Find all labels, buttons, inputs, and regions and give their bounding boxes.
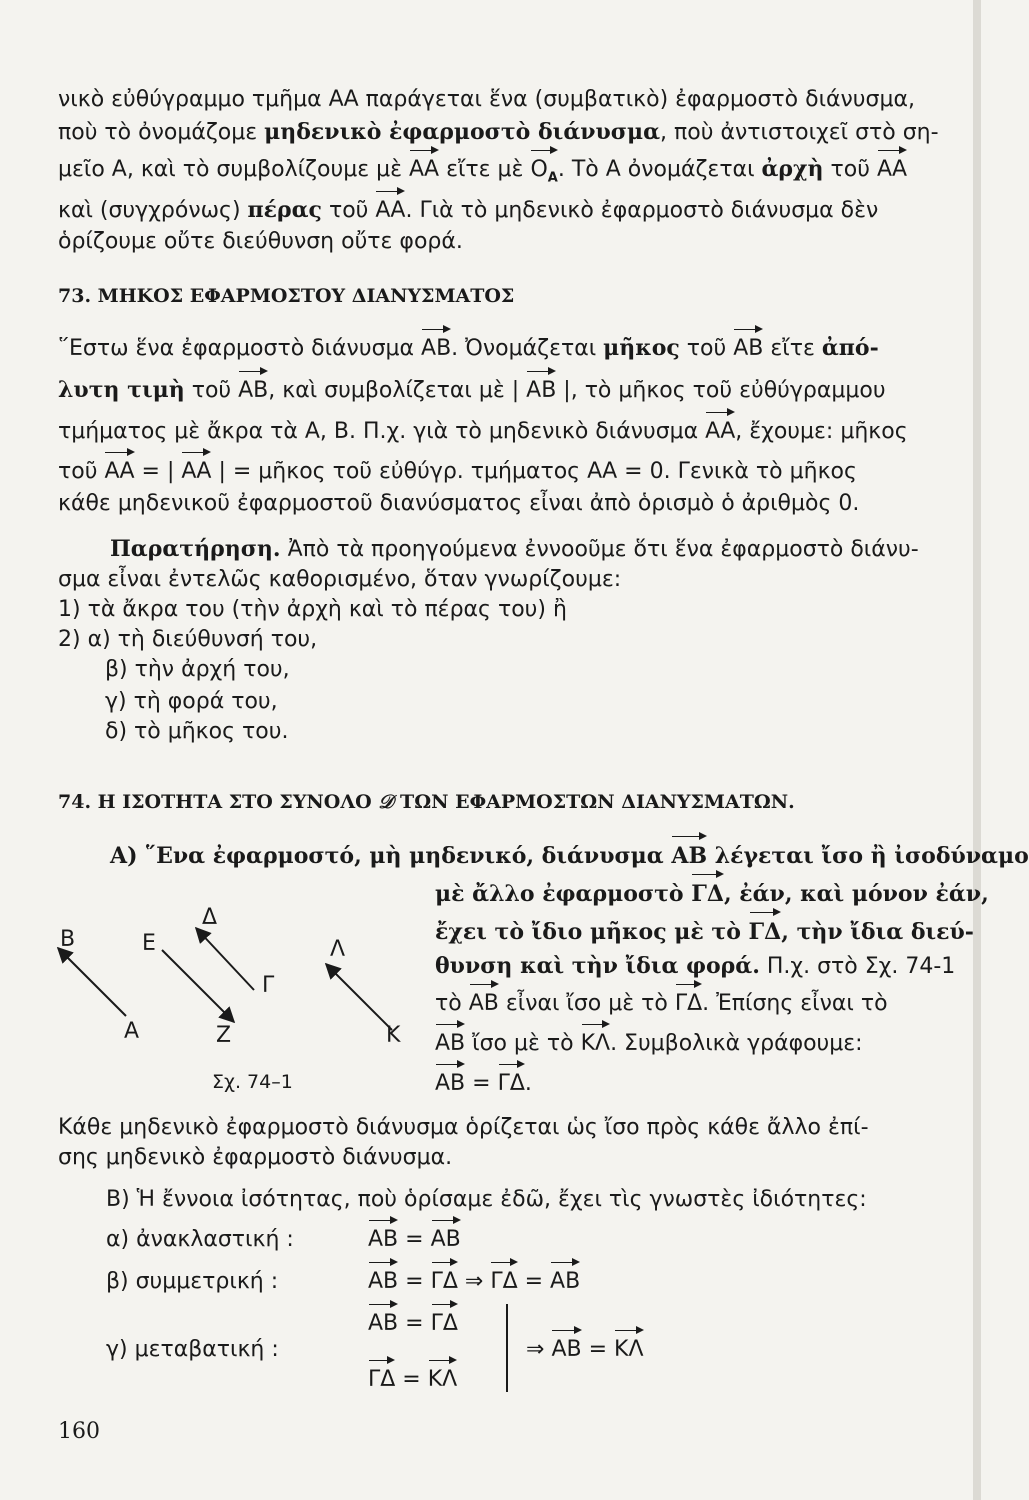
label-L: Λ [330, 937, 346, 962]
vector: ΑΒ [733, 336, 764, 361]
vector: ΑΑ [705, 419, 736, 444]
vector: ΓΔ [674, 991, 703, 1016]
figure-74-1 [50, 890, 430, 1100]
intro-line-4: καὶ (συγχρόνως) πέρας τοῦ ΑΑ. Γιὰ τὸ μηδενικὸ ἐφαρμοστὸ διάνυσμα δὲν [58, 197, 879, 223]
label-A: Α [124, 1019, 140, 1044]
vector-EZ-arrow [162, 950, 234, 1022]
brace [494, 1304, 508, 1392]
vector: ΑΒ [421, 336, 452, 361]
vector: $O_A$ [530, 156, 557, 192]
property-transitive-premise-2: ΓΔ = ΚΛ [368, 1367, 458, 1392]
properties-intro: Β) Ἡ ἔννοια ἰσότητας, ποὺ ὁρίσαμε ἐδῶ, ἔχει τὶς γνωστὲς ἰδιότητες: [106, 1187, 867, 1212]
section-73-heading: 73. ΜΗΚΟΣ ΕΦΑΡΜΟΣΤΟΥ ΔΙΑΝΥΣΜΑΤΟΣ [58, 285, 515, 307]
property-symmetric-formula: ΑΒ = ΓΔ ⇒ ΓΔ = ΑΒ [368, 1269, 581, 1294]
vector: ΑΒ [435, 1071, 466, 1096]
intro-line-1: νικὸ εὐθύγραμμο τμῆμα ΑΑ παράγεται ἕνα (συμβατικὸ) ἐφαρμοστὸ διάνυσμα, [58, 87, 915, 112]
s74a-line-4: θυνση καὶ τὴν ἴδια φορά. Π.χ. στὸ Σχ. 74-1 [435, 953, 956, 979]
s74a-line-5: τὸ ΑΒ εἶναι ἴσο μὲ τὸ ΓΔ. Ἐπίσης εἶναι τὸ [435, 991, 888, 1016]
label-Z: Ζ [216, 1023, 232, 1048]
vector: ΓΔ [691, 881, 724, 907]
s73-line-1: ῞Εστω ἕνα ἐφαρμοστὸ διάνυσμα ΑΒ. Ὀνομάζεται μῆκος τοῦ ΑΒ εἴτε ἀπό- [58, 335, 879, 361]
vector: ΑΒ [435, 1031, 466, 1056]
s73-line-3: τμήματος μὲ ἄκρα τὰ Α, Β. Π.χ. γιὰ τὸ μηδενικὸ διάνυσμα ΑΑ, ἔχουμε: μῆκος [58, 419, 908, 444]
property-transitive-premise-1: ΑΒ = ΓΔ [368, 1311, 458, 1336]
figure-caption: Σχ. 74–1 [212, 1071, 293, 1093]
intro-line-3: μεῖο Α, καὶ τὸ συμβολίζουμε μὲ ΑΑ εἴτε μὲ $O_A$. Τὸ Α ὀνομάζεται ἀρχὴ τοῦ ΑΑ [58, 155, 907, 192]
vector: ΑΑ [876, 157, 908, 182]
label-G: Γ [262, 973, 275, 998]
list-item: γ) τὴ φορά του, [105, 689, 278, 714]
list-item: 1) τὰ ἄκρα του (τὴν ἀρχὴ καὶ τὸ πέρας του) ἢ [58, 597, 567, 622]
term-length: μῆκος [603, 335, 680, 361]
term-zero-vector: μηδενικὸ ἐφαρμοστὸ διάνυσμα [264, 119, 661, 145]
list-item: δ) τὸ μῆκος του. [105, 719, 289, 744]
property-reflexive-formula: ΑΒ = ΑΒ [368, 1227, 461, 1252]
property-transitive-label: γ) μεταβατική : [106, 1337, 279, 1362]
vector: ΑΒ [238, 378, 269, 403]
vector-AB-arrow [58, 948, 126, 1016]
label-K: Κ [386, 1023, 401, 1048]
vector: ΑΑ [375, 198, 406, 223]
page-edge [973, 0, 981, 1500]
label-E: Ε [142, 931, 156, 956]
property-transitive-conclusion: ⇒ ΑΒ = ΚΛ [526, 1337, 644, 1362]
vector: ΑΑ [408, 157, 440, 182]
vector: ΓΔ [497, 1071, 525, 1096]
zero-vector-line-2: σης μηδενικὸ ἐφαρμοστὸ διάνυσμα. [58, 1145, 453, 1170]
intro-line-5: ὁρίζουμε οὔτε διεύθυνση οὔτε φορά. [58, 229, 463, 254]
note-line-2: σμα εἶναι ἐντελῶς καθορισμένο, ὅταν γνωρίζουμε: [58, 567, 622, 592]
vector: ΑΑ [181, 459, 212, 484]
s74a-line-3: ἔχει τὸ ἴδιο μῆκος μὲ τὸ ΓΔ, τὴν ἴδια διεύ- [435, 919, 974, 945]
vector: ΓΔ [748, 919, 782, 945]
section-74-heading: 74. Η ΙΣΟΤΗΤΑ ΣΤΟ ΣΥΝΟΛΟ 𝒟 ΤΩΝ ΕΦΑΡΜΟΣΤΩΝ ΔΙΑΝΥΣΜΑΤΩΝ. [58, 791, 795, 813]
note-label: Παρατήρηση. [110, 536, 281, 562]
s74a-line-1: Α) ῞Ενα ἐφαρμοστό, μὴ μηδενικό, διάνυσμα ΑΒ λέγεται ἴσο ἢ ἰσοδύναμο [110, 843, 1029, 869]
set-symbol: 𝒟 [378, 791, 394, 813]
page-number: 160 [58, 1419, 100, 1444]
vector: ΚΛ [580, 1031, 611, 1056]
label-D: Δ [202, 905, 218, 930]
vector: ΑΒ [468, 991, 499, 1016]
s73-line-5: κάθε μηδενικοῦ ἐφαρμοστοῦ διανύσματος εἶναι ἀπὸ ὁρισμὸ ὁ ἀριθμὸς 0. [58, 491, 860, 516]
vector: ΑΒ [526, 378, 557, 403]
note-line-1: Παρατήρηση. Ἀπὸ τὰ προηγούμενα ἐννοοῦμε ὅτι ἕνα ἐφαρμοστὸ διάνυ- [110, 536, 919, 562]
property-symmetric-label: β) συμμετρική : [106, 1269, 279, 1294]
zero-vector-line-1: Κάθε μηδενικὸ ἐφαρμοστὸ διάνυσμα ὁρίζεται ὡς ἴσο πρὸς κάθε ἄλλο ἐπί- [58, 1115, 869, 1140]
term-end: πέρας [247, 197, 322, 223]
vector-KL-arrow [326, 964, 392, 1030]
s73-line-4: τοῦ ΑΑ = | ΑΑ | = μῆκος τοῦ εὐθύγρ. τμήματος ΑΑ = 0. Γενικὰ τὸ μῆκος [58, 459, 857, 484]
s73-line-2: λυτη τιμὴ τοῦ ΑΒ, καὶ συμβολίζεται μὲ | ΑΒ |, τὸ μῆκος τοῦ εὐθύγραμμου [58, 377, 886, 403]
vector-GD-arrow [196, 928, 254, 990]
property-reflexive-label: α) ἀνακλαστική : [106, 1227, 294, 1252]
s74a-line-7: ΑΒ = ΓΔ. [435, 1071, 532, 1096]
vector: ΑΑ [104, 459, 135, 484]
list-item: β) τὴν ἀρχή του, [105, 657, 290, 682]
term-absolute-value: λυτη τιμὴ [58, 377, 185, 403]
s74a-line-2: μὲ ἄλλο ἐφαρμοστὸ ΓΔ, ἐάν, καὶ μόνον ἐάν, [435, 881, 989, 907]
intro-line-2: ποὺ τὸ ὀνομάζομε μηδενικὸ ἐφαρμοστὸ διάνυσμα, ποὺ ἀντιστοιχεῖ στὸ ση- [58, 119, 939, 145]
vector: ΑΒ [671, 843, 708, 869]
list-item: 2) α) τὴ διεύθυνσή του, [58, 627, 318, 652]
label-B: Β [60, 927, 76, 952]
term-origin: ἀρχὴ [761, 156, 824, 182]
s74a-line-6: ΑΒ ἴσο μὲ τὸ ΚΛ. Συμβολικὰ γράφουμε: [435, 1031, 863, 1056]
